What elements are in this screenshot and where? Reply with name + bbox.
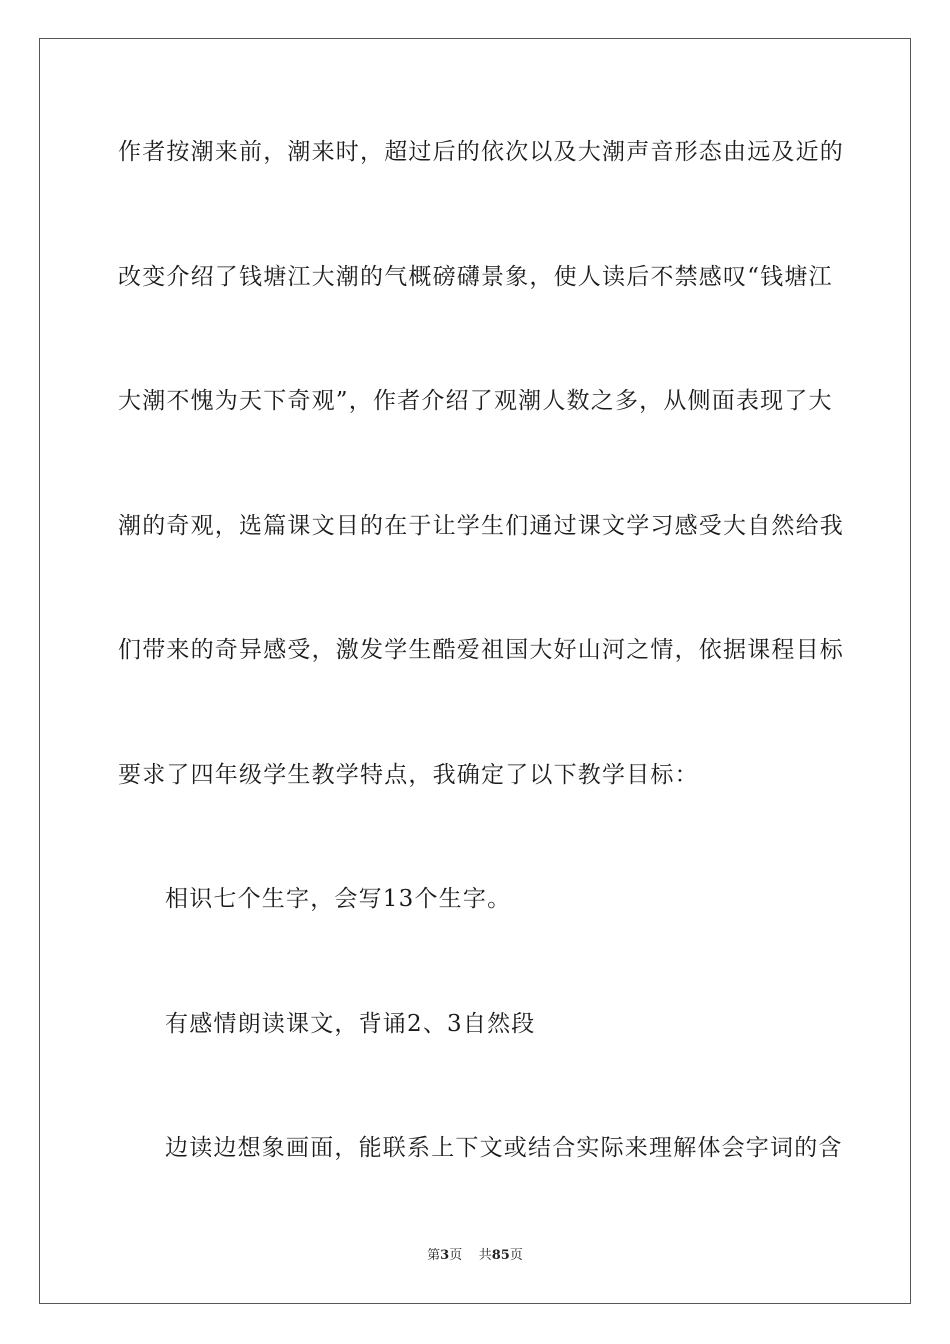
total-suffix: 页 <box>509 1248 523 1263</box>
page-number: 3 <box>440 1248 450 1263</box>
total-pages: 85 <box>491 1248 510 1263</box>
total-prefix: 共 <box>478 1248 492 1263</box>
paragraph-line-1: 作者按潮来前，潮来时，超过后的依次以及大潮声音形态由远及近的 <box>118 139 844 165</box>
page-suffix: 页 <box>449 1248 463 1263</box>
paragraph-line-5: 们带来的奇异感受，激发学生酷爱祖国大好山河之情，依据课程目标 <box>118 637 844 663</box>
paragraph-line-2: 改变介绍了钱塘江大潮的气概磅礴景象，使人读后不禁感叹“钱塘江 <box>118 264 833 290</box>
paragraph-line-6: 要求了四年级学生教学特点，我确定了以下教学目标： <box>118 762 699 788</box>
goal-item-1: 相识七个生字，会写13个生字。 <box>165 886 512 912</box>
page-prefix: 第 <box>427 1248 441 1263</box>
page-border <box>39 38 911 1304</box>
paragraph-line-4: 潮的奇观，选篇课文目的在于让学生们通过课文学习感受大自然给我 <box>118 513 844 539</box>
paragraph-line-3: 大潮不愧为天下奇观”，作者介绍了观潮人数之多，从侧面表现了大 <box>118 388 833 414</box>
goal-item-2: 有感情朗读课文，背诵2、3自然段 <box>165 1011 536 1037</box>
goal-item-3: 边读边想象画面，能联系上下文或结合实际来理解体会字词的含 <box>165 1135 843 1161</box>
page-footer <box>0 1247 950 1265</box>
